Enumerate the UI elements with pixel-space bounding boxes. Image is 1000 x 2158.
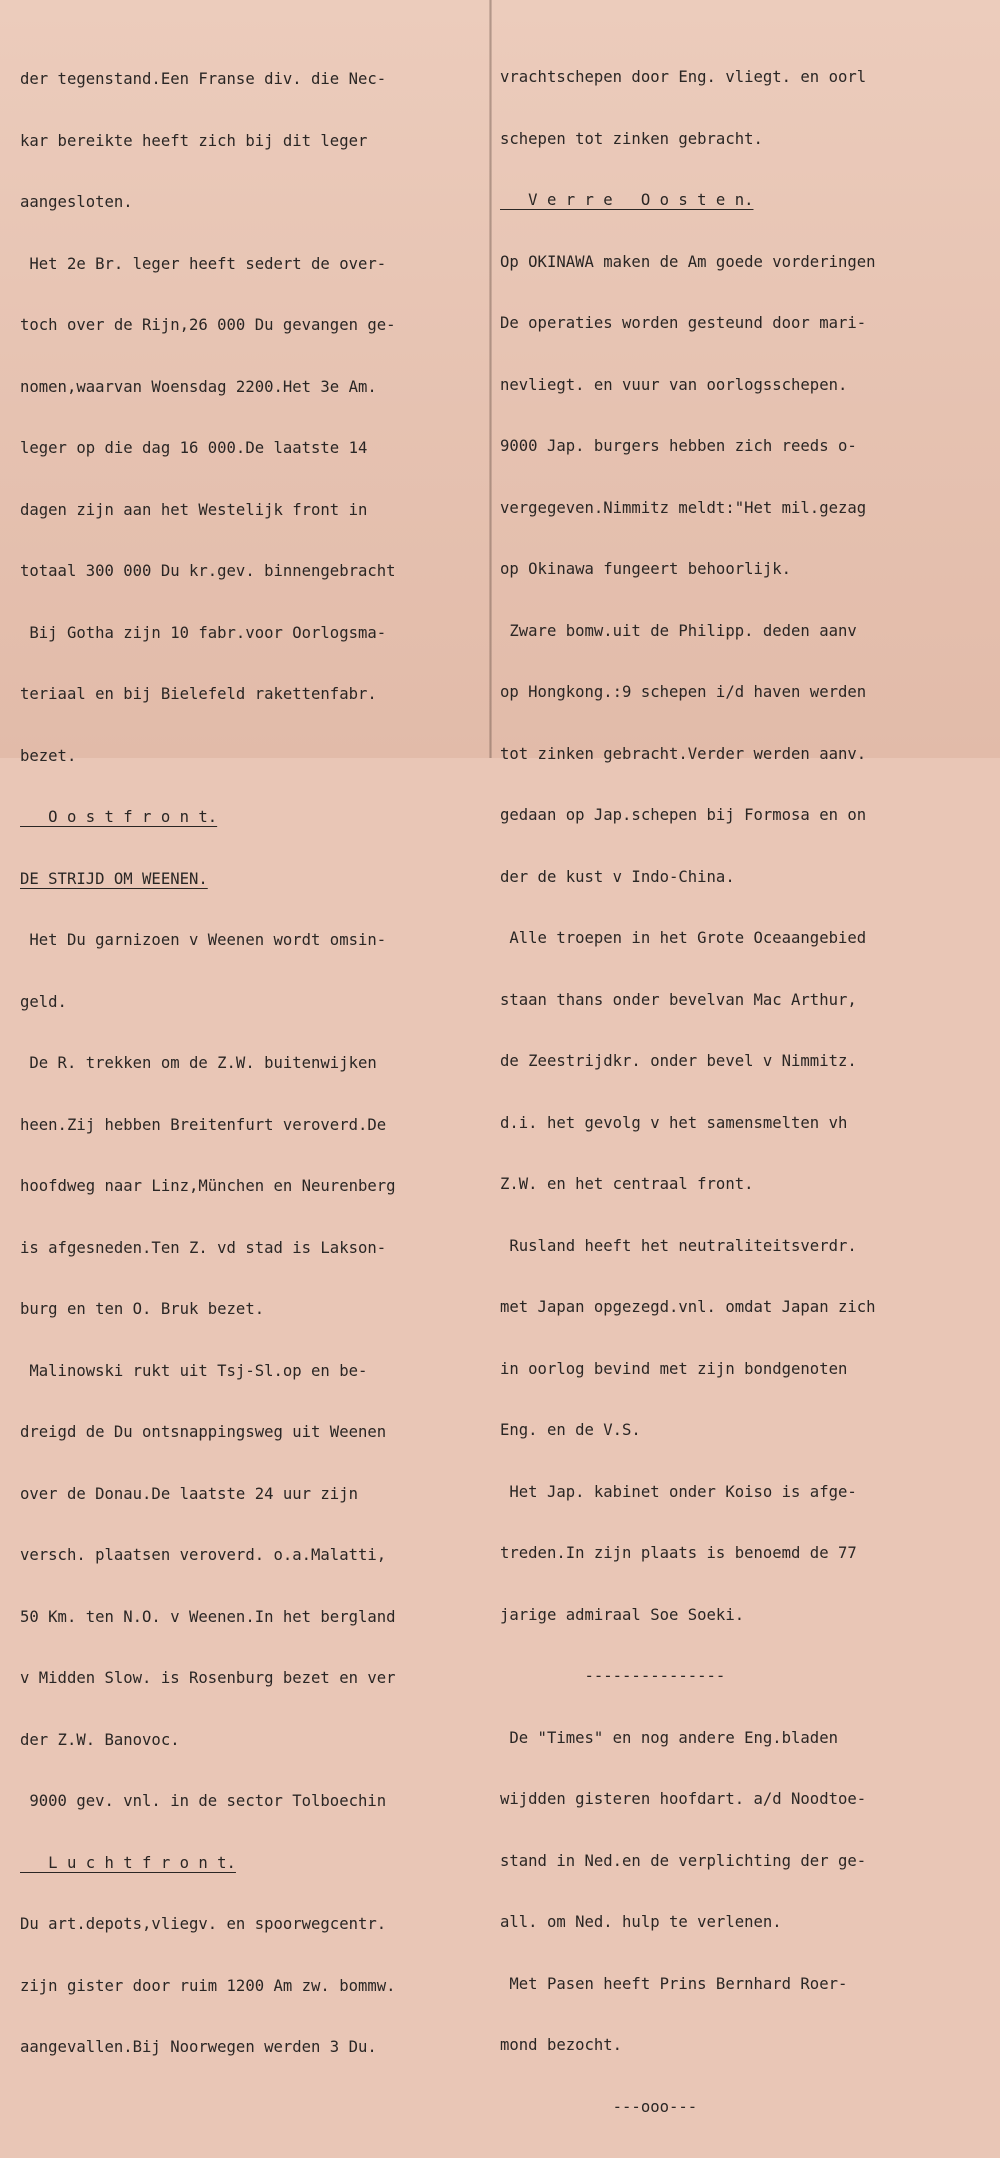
text-line: wijdden gisteren hoofdart. a/d Noodtoe- xyxy=(500,1790,867,1808)
section-heading-oostfront: O o s t f r o n t. xyxy=(20,808,218,826)
page-fold xyxy=(489,0,492,758)
text-line: kar bereikte heeft zich bij dit leger xyxy=(20,131,368,150)
text-line: dagen zijn aan het Westelijk front in xyxy=(20,500,368,519)
text-line: d.i. het gevolg v het samensmelten vh xyxy=(500,1113,848,1132)
text-line: versch. plaatsen veroverd. o.a.Malatti, xyxy=(20,1546,387,1564)
text-line: tot zinken gebracht.Verder werden aanv. xyxy=(500,744,867,763)
text-line: staan thans onder bevelvan Mac Arthur, xyxy=(500,990,857,1009)
end-ornament: ---ooo--- xyxy=(500,2097,698,2116)
text-line: aangevallen.Bij Noorwegen werden 3 Du. xyxy=(20,2038,377,2056)
right-column xyxy=(500,26,980,2158)
text-line: Met Pasen heeft Prins Bernhard Roer- xyxy=(500,1974,848,1993)
text-line: De operaties worden gesteund door mari- xyxy=(500,314,867,332)
text-line: over de Donau.De laatste 24 uur zijn xyxy=(20,1484,358,1503)
text-line: nomen,waarvan Woensdag 2200.Het 3e Am. xyxy=(20,377,377,396)
text-line: de Zeestrijdkr. onder bevel v Nimmitz. xyxy=(500,1052,857,1070)
text-line: all. om Ned. hulp te verlenen. xyxy=(500,1913,782,1931)
text-line: Bij Gotha zijn 10 fabr.voor Oorlogsma- xyxy=(20,623,387,642)
text-line: aangesloten. xyxy=(20,193,133,211)
text-line: Rusland heeft het neutraliteitsverdr. xyxy=(500,1236,857,1255)
text-line: Het Du garnizoen v Weenen wordt omsin- xyxy=(20,931,387,949)
text-line: op Okinawa fungeert behoorlijk. xyxy=(500,560,792,578)
section-heading-verre-oosten: V e r r e O o s t e n. xyxy=(500,191,754,209)
text-line: treden.In zijn plaats is benoemd de 77 xyxy=(500,1544,857,1562)
text-line: Z.W. en het centraal front. xyxy=(500,1175,754,1193)
text-line: in oorlog bevind met zijn bondgenoten xyxy=(500,1359,848,1378)
text-line: der de kust v Indo-China. xyxy=(500,867,735,886)
text-line: v Midden Slow. is Rosenburg bezet en ver xyxy=(20,1669,396,1687)
text-line: burg en ten O. Bruk bezet. xyxy=(20,1300,265,1318)
text-line: nevliegt. en vuur van oorlogsschepen. xyxy=(500,375,848,394)
text-line: jarige admiraal Soe Soeki. xyxy=(500,1605,745,1624)
left-column xyxy=(20,28,482,2099)
text-line: teriaal en bij Bielefeld rakettenfabr. xyxy=(20,685,377,703)
text-line: 50 Km. ten N.O. v Weenen.In het bergland xyxy=(20,1607,396,1626)
separator-dashes: --------------- xyxy=(500,1667,726,1685)
text-line: zijn gister door ruim 1200 Am zw. bommw. xyxy=(20,1976,396,1995)
text-line: Op OKINAWA maken de Am goede vorderingen xyxy=(500,252,876,271)
text-line: Alle troepen in het Grote Oceaangebied xyxy=(500,929,867,947)
text-line: bezet. xyxy=(20,746,77,765)
text-line: Malinowski rukt uit Tsj-Sl.op en be- xyxy=(20,1361,368,1380)
text-line: vrachtschepen door Eng. vliegt. en oorl xyxy=(500,68,867,86)
text-line: dreigd de Du ontsnappingsweg uit Weenen xyxy=(20,1423,387,1441)
text-line: 9000 Jap. burgers hebben zich reeds o- xyxy=(500,437,857,455)
text-line: der Z.W. Banovoc. xyxy=(20,1730,180,1749)
text-line: schepen tot zinken gebracht. xyxy=(500,129,763,148)
text-line: Het Jap. kabinet onder Koiso is afge- xyxy=(500,1482,857,1501)
section-heading-luchtfront: L u c h t f r o n t. xyxy=(20,1853,236,1872)
text-line: De R. trekken om de Z.W. buitenwijken xyxy=(20,1054,377,1072)
text-line: mond bezocht. xyxy=(500,2036,623,2054)
text-line: totaal 300 000 Du kr.gev. binnengebracht xyxy=(20,562,396,580)
text-line: op Hongkong.:9 schepen i/d haven werden xyxy=(500,683,867,701)
text-line: vergegeven.Nimmitz meldt:"Het mil.gezag xyxy=(500,498,867,517)
text-line: toch over de Rijn,26 000 Du gevangen ge- xyxy=(20,316,396,334)
text-line: leger op die dag 16 000.De laatste 14 xyxy=(20,439,368,457)
text-line: Het 2e Br. leger heeft sedert de over- xyxy=(20,254,387,273)
text-line: De "Times" en nog andere Eng.bladen xyxy=(500,1728,838,1747)
subheading-strijd-om-weenen: DE STRIJD OM WEENEN. xyxy=(20,869,208,888)
text-line: hoofdweg naar Linz,München en Neurenberg xyxy=(20,1177,396,1195)
text-line: stand in Ned.en de verplichting der ge- xyxy=(500,1851,867,1870)
text-line: heen.Zij hebben Breitenfurt veroverd.De xyxy=(20,1115,387,1134)
text-line: met Japan opgezegd.vnl. omdat Japan zich xyxy=(500,1298,876,1316)
text-line: gedaan op Jap.schepen bij Formosa en on xyxy=(500,806,867,824)
text-line: der tegenstand.Een Franse div. die Nec- xyxy=(20,70,387,88)
text-line: 9000 gev. vnl. in de sector Tolboechin xyxy=(20,1792,387,1810)
text-line: Zware bomw.uit de Philipp. deden aanv xyxy=(500,621,857,640)
text-line: Du art.depots,vliegv. en spoorwegcentr. xyxy=(20,1915,387,1933)
text-line: geld. xyxy=(20,992,67,1011)
text-line: is afgesneden.Ten Z. vd stad is Lakson- xyxy=(20,1238,387,1257)
text-line: Eng. en de V.S. xyxy=(500,1421,641,1439)
